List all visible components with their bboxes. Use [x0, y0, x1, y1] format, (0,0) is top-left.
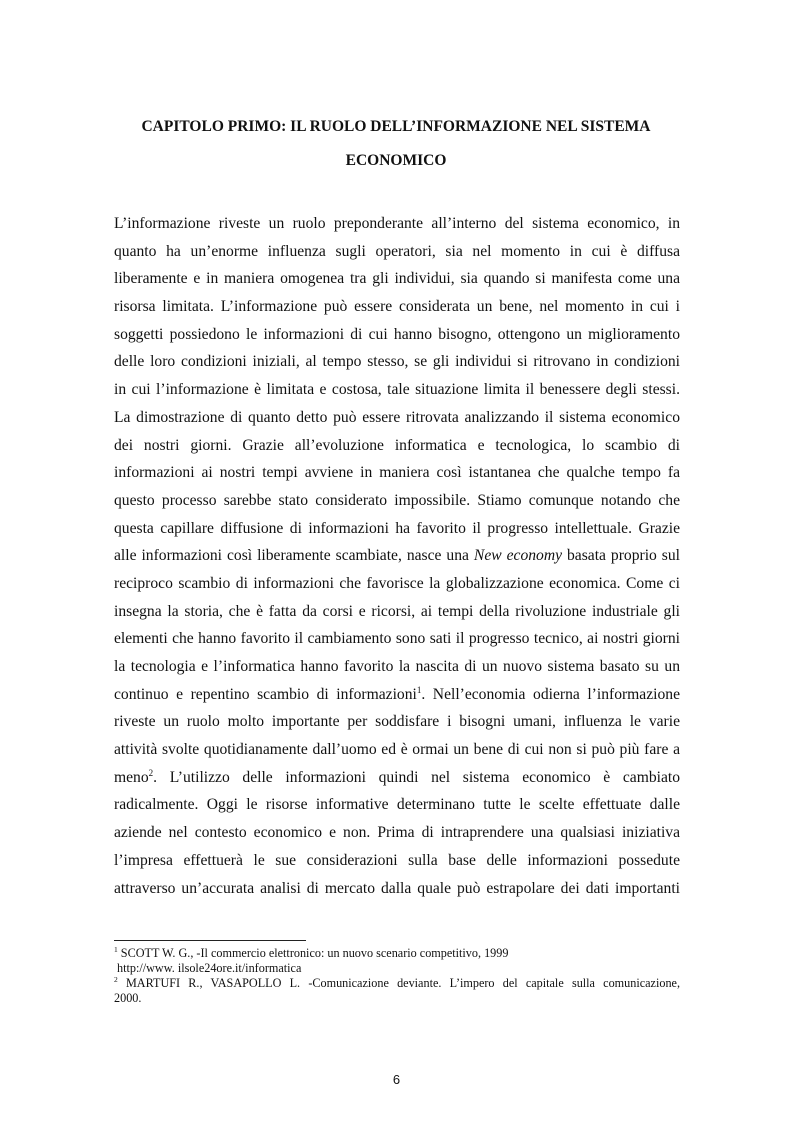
body-line: dei nostri giorni. Grazie all’evoluzione informatica e tecnologica, lo scambio di [114, 436, 680, 454]
body-line: aziende nel contesto economico e non. Prima di intraprendere una qualsiasi iniziativa [114, 824, 680, 842]
body-line: attività svolte quotidianamente dall’uomo ed è ormai un bene di cui non si può più fare a [114, 741, 680, 759]
footnote-2 [114, 976, 680, 991]
body-line-segment: . Nell’economia odierna l’informazione [421, 685, 681, 703]
footnote-1-url: http://www. ilsole24ore.it/informatica [117, 961, 302, 975]
footnote-1 [114, 946, 680, 961]
body-line: l’impresa effettuerà le sue considerazioni sulla base delle informazioni possedute [114, 851, 680, 869]
footnote-2-text: MARTUFI R., VASAPOLLO L. -Comunicazione deviante. L’impero del capitale sulla comunicazione, [125, 976, 680, 990]
body-line: questa capillare diffusione di informazioni ha favorito il progresso intellettuale. Grazie [114, 519, 680, 537]
body-line: la tecnologia e l’informatica hanno favorito la nascita di un nuovo sistema basato su un [114, 658, 680, 675]
body-line-segment: meno [114, 768, 149, 786]
body-line: L’informazione riveste un ruolo preponderante all’interno del sistema economico, in [114, 215, 680, 232]
body-line: liberamente e in maniera omogenea tra gli individui, sia quando si manifesta come una [114, 270, 680, 288]
body-line: risorsa limitata. L’informazione può essere considerata un bene, nel momento in cui i [114, 298, 680, 316]
footnote-1-text: SCOTT W. G., -Il commercio elettronico: un nuovo scenario competitivo, 1999 [120, 946, 509, 960]
body-line: soggetti possiedono le informazioni di cui hanno bisogno, ottengono un miglioramento [114, 325, 680, 343]
chapter-title-line-2: ECONOMICO [345, 152, 447, 169]
body-line-segment: basata proprio sul [562, 547, 680, 565]
chapter-title-line-1: CAPITOLO PRIMO: IL RUOLO DELL’INFORMAZIONE NEL SISTEMA [141, 118, 651, 135]
body-line-segment: alle informazioni così liberamente scambiate, nasce una [114, 547, 474, 565]
body-line [114, 681, 680, 709]
body-line [114, 542, 680, 570]
page-number: 6 [392, 1072, 401, 1087]
body-line: delle loro condizioni iniziali, al tempo stesso, se gli individui si ritrovano in condizioni [114, 353, 680, 371]
body-line: quanto ha un’enorme influenza sugli operatori, sia nel momento in cui è diffusa [114, 242, 680, 260]
body-line: radicalmente. Oggi le risorse informative determinano tutte le scelte effettuate dalle [114, 796, 680, 814]
body-text [114, 210, 680, 902]
body-line: attraverso un’accurata analisi di mercato dalla quale può estrapolare dei dati importanti [114, 879, 680, 897]
body-line: in cui l’informazione è limitata e costosa, tale situazione limita il benessere degli stessi. [114, 381, 680, 399]
footnote-separator [114, 940, 306, 941]
footnote-2-marker: 2 [114, 974, 118, 984]
body-line: questo processo sarebbe stato considerato impossibile. Stiamo comunque notando che [114, 491, 680, 509]
body-line: informazioni ai nostri tempi avviene in maniera così istantanea che qualche tempo fa [114, 464, 680, 482]
body-line: elementi che hanno favorito il cambiamento sono sati il progresso tecnico, ai nostri giorni [114, 630, 680, 648]
body-line-segment: continuo e repentino scambio di informazioni [114, 685, 417, 703]
footnote-reference[interactable]: 1 [416, 684, 422, 695]
italic-term: New economy [473, 547, 563, 565]
body-line: riveste un ruolo molto importante per soddisfare i bisogni umani, influenza le varie [114, 713, 680, 731]
footnote-2-continuation: 2000. [114, 991, 142, 1005]
chapter-title [112, 110, 680, 178]
body-line: La dimostrazione di quanto detto può essere ritrovata analizzando il sistema economico [114, 408, 680, 426]
footnote-reference[interactable]: 2 [148, 767, 154, 778]
footnote-1-marker: 1 [114, 944, 118, 954]
body-line: reciproco scambio di informazioni che favorisce la globalizzazione economica. Come ci [114, 574, 680, 592]
body-line-segment: . L’utilizzo delle informazioni quindi nel sistema economico è cambiato [153, 768, 680, 786]
body-line: insegna la storia, che è fatta da corsi e ricorsi, ai tempi della rivoluzione industriale gli [114, 602, 680, 620]
body-line [114, 764, 680, 792]
footnotes [114, 946, 680, 1006]
